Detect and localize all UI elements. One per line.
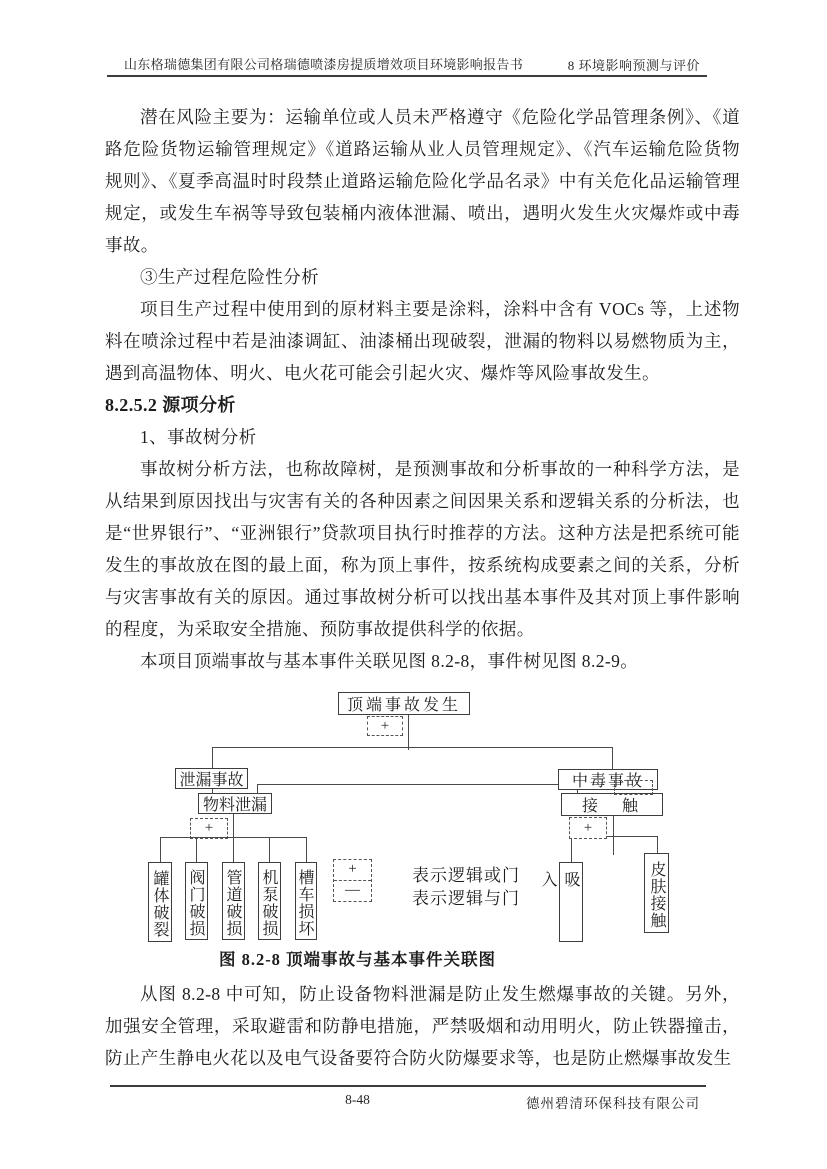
connector-line [212, 789, 213, 794]
paragraph-fault-tree-method: 事故树分析方法，也称故障树，是预测事故和分析事故的一种科学方法，是从结果到原因找出与灾害有关的各种因素之间因果关系和逻辑关系的分析法，也是“世界银行”、“亚洲银行”贷款项目执行时推荐的方法。这种方法是把系统可能发生的事故放在图的最上面，称为顶上事件，按系统构成要素之间的关系，分析与灾害事故有关的原因。通过事故树分析可以找出基本事件及其对顶上事件影响的程度，为采取安全措施、预防事故提供科学的依据。 [105, 459, 740, 639]
page-number: 8-48 [345, 1092, 370, 1107]
node-truck-damage: 槽车损坏 [295, 862, 317, 940]
header-report-title: 山东格瑞德集团有限公司格瑞德喷漆房提质增效项目环境影响报告书 [124, 57, 524, 72]
paragraph-figure-reference: 本项目顶端事故与基本事件关联见图 8.2-8，事件树见图 8.2-9。 [140, 651, 639, 671]
node-tank-rupture: 罐体破裂 [148, 862, 172, 942]
body-text-column [105, 101, 740, 677]
node-inhalation: 吸入 [559, 862, 583, 942]
connector-line [233, 814, 234, 862]
and-gate-poison [614, 780, 653, 795]
connector-line [306, 837, 307, 862]
or-gate-top: + [367, 716, 403, 736]
connector-line [212, 747, 613, 748]
connector-line [269, 837, 270, 862]
connector-line [571, 839, 572, 862]
footer-company: 德州碧清环保科技有限公司 [526, 1096, 700, 1111]
node-top-event: 顶端事故发生 [338, 692, 470, 715]
node-valve-damage: 阀门破损 [185, 862, 208, 940]
connector-line [607, 836, 658, 837]
connector-line [612, 747, 613, 769]
node-contact: 接 触 [561, 793, 663, 816]
node-poison-accident: 中毒事故 [558, 769, 658, 790]
connector-line [577, 790, 578, 794]
node-pipe-damage: 管道破损 [222, 862, 245, 940]
section-heading-source-analysis: 8.2.5.2 源项分析 [105, 395, 236, 415]
header-chapter-title: 8 环境影响预测与评价 [567, 58, 700, 73]
paragraph-process-risk-title: ③生产过程危险性分析 [140, 267, 319, 287]
legend-gate-symbols [333, 859, 372, 902]
node-skin-contact: 皮肤接触 [644, 853, 669, 933]
connector-line [657, 836, 658, 853]
legend-and-symbol: — [345, 882, 360, 899]
figure-caption: 图 8.2-8 顶端事故与基本事件关联图 [218, 950, 497, 969]
node-leak-accident: 泄漏事故 [175, 768, 248, 789]
legend-or-symbol: + [334, 860, 371, 881]
paragraph-process-risk: 项目生产过程中使用到的原材料主要是涂料，涂料中含有 VOCs 等，上述物料在喷涂过程中若是油漆调缸、油漆桶出现破裂，泄漏的物料以易燃物质为主，遇到高温物体、明火、电火花可能会引起火灾、爆炸等风险事故发生。 [105, 299, 740, 383]
paragraph-fault-tree-title: 1、事故树分析 [140, 427, 257, 447]
connector-line [408, 715, 409, 750]
connector-line [196, 837, 197, 862]
connector-line [257, 784, 558, 785]
or-gate-material-leak: + [190, 818, 228, 839]
legend-and-label: 表示逻辑与门 [412, 889, 520, 908]
connector-line [160, 837, 161, 862]
or-gate-contact: + [569, 817, 607, 839]
paragraph-transport-risk: 潜在风险主要为：运输单位或人员未严格遵守《危险化学品管理条例》、《道路危险货物运输管理规定》《道路运输从业人员管理规定》、《汽车运输危险货物规则》、《夏季高温时时段禁止道路运输危险化学品名录》中有关危化品运输管理规定，或发生车祸等导致包装桶内液体泄漏、喷出，遇明火发生火灾爆炸或中毒事故。 [105, 107, 740, 255]
node-pump-damage: 机泵破损 [258, 862, 281, 940]
connector-line [212, 747, 213, 768]
footer-rule [110, 1085, 706, 1087]
legend-or-label: 表示逻辑或门 [412, 866, 520, 885]
connector-line [257, 784, 258, 794]
header-rule [107, 75, 707, 77]
node-material-leak: 物料泄漏 [198, 793, 272, 814]
connector-line [160, 837, 306, 838]
connector-line [613, 815, 614, 855]
paragraph-prevention-measures: 从图 8.2-8 中可知，防止设备物料泄漏是防止发生燃爆事故的关键。另外，加强安全管理，采取避雷和防静电措施，严禁吸烟和动用明火，防止铁器撞击，防止产生静电火花以及电气设备要符合防火防爆要求等，也是防止燃爆事故发生 [105, 984, 740, 1068]
